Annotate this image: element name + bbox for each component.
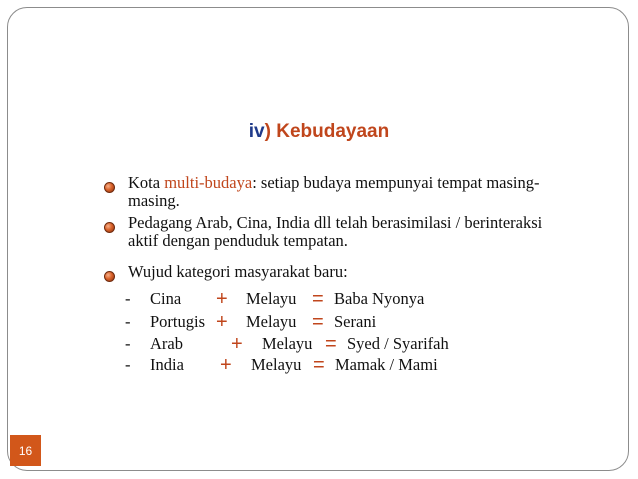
row-dash: - — [125, 289, 131, 308]
row-result: Mamak / Mami — [335, 355, 438, 374]
title-number: iv — [248, 121, 265, 142]
row-partner: Melayu — [246, 312, 297, 331]
highlight-multi-budaya: multi-budaya — [164, 173, 253, 192]
row-result: Baba Nyonya — [334, 289, 425, 308]
row-dash: - — [125, 355, 131, 374]
row-origin: Arab — [150, 334, 183, 353]
row-plus: + — [231, 333, 243, 355]
row-origin: Portugis — [150, 312, 206, 331]
row-plus: + — [216, 311, 228, 333]
row-plus: + — [220, 354, 232, 376]
row-equals: = — [325, 333, 337, 355]
bullet-text-wujud: Wujud kategori masyarakat baru: — [128, 262, 348, 281]
title-text: ) Kebudayaan — [264, 121, 390, 142]
bullet-text-pedagang: Pedagang Arab, Cina, India dll telah berasimilasi / berinteraksi aktif dengan penduduk tempatan. — [128, 213, 543, 250]
bullet-icon — [104, 271, 115, 282]
row-result: Syed / Syarifah — [347, 334, 449, 353]
row-origin: Cina — [150, 289, 182, 308]
row-partner: Melayu — [251, 355, 302, 374]
row-origin: India — [150, 355, 184, 374]
row-equals: = — [312, 288, 324, 310]
slide-title — [0, 120, 638, 144]
row-partner: Melayu — [262, 334, 313, 353]
row-plus: + — [216, 288, 228, 310]
row-equals: = — [313, 354, 325, 376]
bullet-icon — [104, 222, 115, 233]
row-dash: - — [125, 312, 131, 331]
bullet-text-multi-budaya — [128, 174, 548, 210]
bullet-icon — [104, 182, 115, 193]
row-equals: = — [312, 311, 324, 333]
bullet-text-part: Kota — [128, 173, 165, 192]
row-dash: - — [125, 334, 131, 353]
row-partner: Melayu — [246, 289, 297, 308]
bullet-text-part: : setiap budaya mempunyai tempat masing-masing. — [128, 173, 540, 210]
slide-number-badge: 16 — [10, 435, 41, 466]
row-result: Serani — [334, 312, 377, 331]
